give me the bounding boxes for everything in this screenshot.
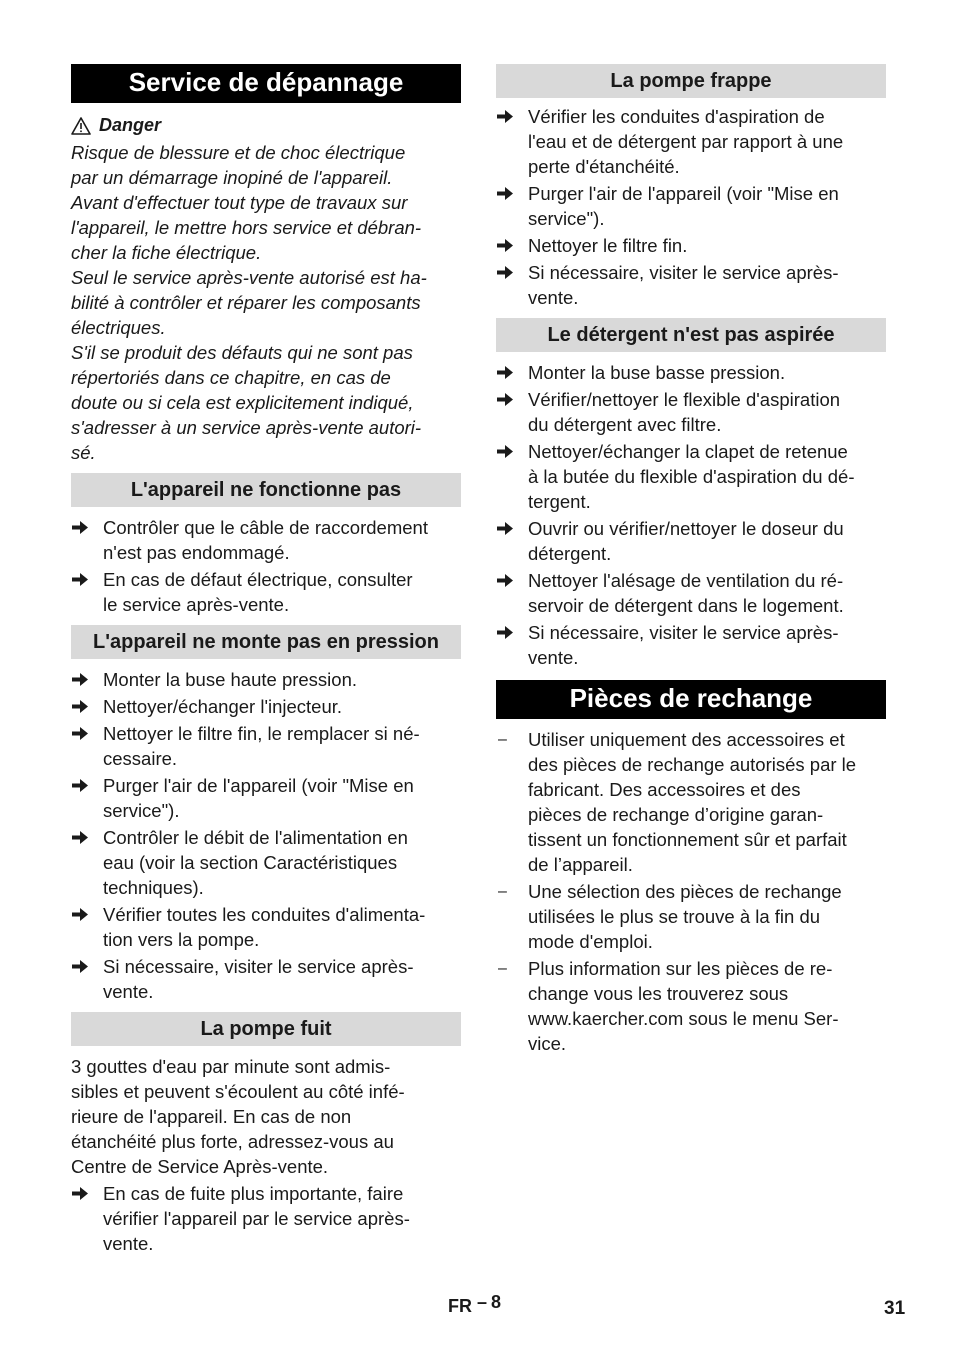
dash-bullet-icon: – [498,883,507,900]
section-title-service-depannage: Service de dépannage [71,64,461,103]
list-item [496,360,886,385]
list-item-text: Purger l'air de l'appareil (voir "Mise en service"). [103,775,414,821]
list-item [71,902,461,952]
danger-text: Risque de blessure et de choc électrique par un démarrage inopiné de l'appareil. Avant d'effectuer tout type de travaux sur l'appareil, le mettre hors service et débran- cher la fiche électrique. Seul le service après-vente autorisé est ha- bilité à contrôler et réparer les composants électriques. S'il se produit des défauts qui ne sont pas répertoriés dans ce chapitre, en cas de doute ou si cela est explicitement indiqué, s'adresser à un service après-vente autori- sé. [71,142,427,463]
arrow-right-icon [71,520,89,535]
list-item [71,694,461,719]
left-column [71,64,461,1256]
list-item-text: Si nécessaire, visiter le service après- vente. [528,262,839,308]
list-item-text: Vérifier/nettoyer le flexible d'aspiration du détergent avec filtre. [528,389,841,435]
list-item [71,1181,461,1256]
arrow-right-icon [496,392,514,407]
arrow-right-icon [71,830,89,845]
footer-local-page: 8 [491,1292,502,1312]
footer-language: FR [448,1296,472,1316]
dash-bullet-icon: – [498,960,507,977]
list-item [71,567,461,617]
list-item [71,954,461,1004]
arrow-right-icon [71,726,89,741]
list-item [71,515,461,565]
list-item-text: En cas de fuite plus importante, faire vérifier l'appareil par le service après- vente. [103,1183,410,1254]
section-title-spare-parts: Pièces de rechange [496,680,886,719]
list-item [496,181,886,231]
arrow-right-icon [71,959,89,974]
list-item [496,568,886,618]
list-item [496,260,886,310]
list-item [496,233,886,258]
list-item-text: Nettoyer/échanger la clapet de retenue à la butée du flexible d'aspiration du dé- tergent. [528,441,855,512]
list-item-text: Plus information sur les pièces de re- change vous les trouverez sous www.kaercher.com sous le menu Ser- vice. [528,958,839,1054]
footer-dash: – [477,1292,488,1312]
list-item-text: Contrôler que le câble de raccordement n'est pas endommagé. [103,517,428,563]
list-item-text: Purger l'air de l'appareil (voir "Mise en service"). [528,183,839,229]
arrow-right-icon [71,672,89,687]
list-item [496,104,886,179]
list-item-text: Si nécessaire, visiter le service après- vente. [528,622,839,668]
list-spare-parts [496,727,886,1056]
arrow-right-icon [496,186,514,201]
page-number: 31 [884,1298,906,1319]
list-item-text: Utiliser uniquement des accessoires et des pièces de rechange autorisés par le fabricant. Des accessoires et des pièces de rechange d’origine garan- tissent un fonctionnement sûr et parfait de l’appareil. [528,729,857,875]
arrow-right-icon [496,444,514,459]
arrow-right-icon [71,572,89,587]
warning-triangle-icon [71,117,91,135]
list-item-text: Vérifier toutes les conduites d'alimenta- tion vers la pompe. [103,904,426,950]
list-item [496,439,886,514]
list-item-text: En cas de défaut électrique, consulter le service après-vente. [103,569,413,615]
list-item-text: Contrôler le débit de l'alimentation en eau (voir la section Caractéristiques techniques). [103,827,408,898]
list-item [496,956,886,1056]
arrow-right-icon [496,109,514,124]
arrow-right-icon [71,699,89,714]
subsection-title-pump-knock: La pompe frappe [496,64,886,98]
subsection-title-no-pressure: L'appareil ne monte pas en pression [71,625,461,659]
list-item [71,667,461,692]
arrow-right-icon [71,907,89,922]
list-item [496,727,886,877]
list-item [496,516,886,566]
arrow-right-icon [496,573,514,588]
list-item-text: Ouvrir ou vérifier/nettoyer le doseur du détergent. [528,518,844,564]
arrow-right-icon [496,625,514,640]
list-item [496,879,886,954]
pump-leak-text: 3 gouttes d'eau par minute sont admis- sibles et peuvent s'écoulent au côté infé- rieure de l'appareil. En cas de non étanchéité plus forte, adressez-vous au Centre de Service Après-vente. [71,1056,405,1177]
right-column [496,64,886,1056]
arrow-right-icon [71,778,89,793]
subsection-title-no-function: L'appareil ne fonctionne pas [71,473,461,507]
list-item [71,825,461,900]
danger-label: Danger [99,115,162,135]
list-item-text: Nettoyer le filtre fin. [528,235,688,256]
arrow-right-icon [496,238,514,253]
list-pump-knock [496,104,886,310]
list-item [496,387,886,437]
list-item-text: Nettoyer/échanger l'injecteur. [103,696,343,717]
list-item [71,721,461,771]
dash-bullet-icon: – [498,731,507,748]
arrow-right-icon [496,265,514,280]
list-no-pressure [71,667,461,1004]
arrow-right-icon [71,1186,89,1201]
arrow-right-icon [496,521,514,536]
list-item-text: Nettoyer le filtre fin, le remplacer si né- cessaire. [103,723,420,769]
list-item-text: Si nécessaire, visiter le service après- vente. [103,956,414,1002]
subsection-title-detergent: Le détergent n'est pas aspirée [496,318,886,352]
danger-heading [71,113,461,138]
list-item-text: Monter la buse basse pression. [528,362,786,383]
list-no-function [71,515,461,617]
list-item-text: Monter la buse haute pression. [103,669,358,690]
subsection-title-pump-leak: La pompe fuit [71,1012,461,1046]
list-detergent [496,360,886,670]
list-item [71,773,461,823]
arrow-right-icon [496,365,514,380]
footer-language-page [448,1292,502,1317]
list-item-text: Vérifier les conduites d'aspiration de l'eau et de détergent par rapport à une perte d'étanchéité. [528,106,844,177]
list-item-text: Nettoyer l'alésage de ventilation du ré- servoir de détergent dans le logement. [528,570,844,616]
list-item [496,620,886,670]
list-pump-leak [71,1181,461,1256]
list-item-text: Une sélection des pièces de rechange utilisées le plus se trouve à la fin du mode d'emploi. [528,881,842,952]
